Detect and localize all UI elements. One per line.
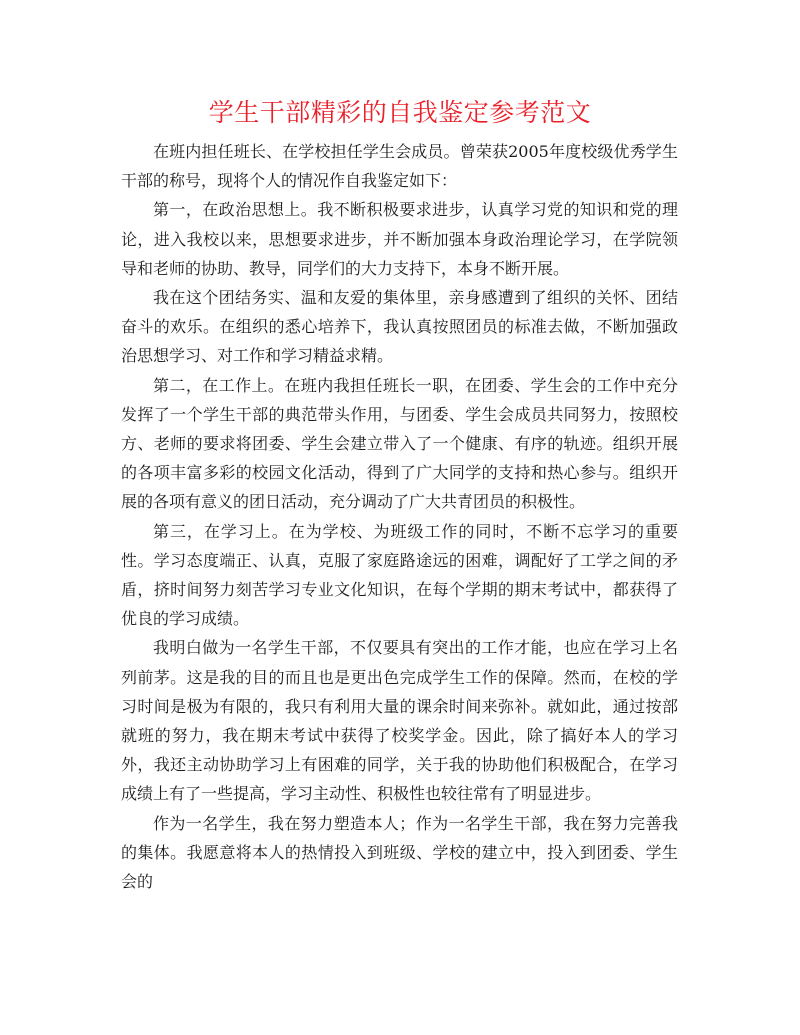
paragraph-political-thought: 第一，在政治思想上。我不断积极要求进步，认真学习党的知识和党的理论，进入我校以来，思想要求进步，并不断加强本身政治理论学习，在学院领导和老师的协助、教导，同学们的大力支持下，本身不断开展。 — [121, 200, 678, 278]
paragraph-closing: 作为一名学生，我在努力塑造本人；作为一名学生干部，我在努力完善我的集体。我愿意将本人的热情投入到班级、学校的建立中，投入到团委、学生会的 — [121, 813, 678, 892]
paragraph-study: 第三，在学习上。在为学校、为班级工作的同时，不断不忘学习的重要性。学习态度端正、认真，克服了家庭路途远的困难，调配好了工学之间的矛盾，挤时间努力刻苦学习专业文化知识，在每个学期的期末考试中，都获得了优良的学习成绩。 — [121, 521, 678, 629]
document-body — [121, 137, 678, 896]
paragraph-study-balance: 我明白做为一名学生干部，不仅要具有突出的工作才能，也应在学习上名列前茅。这是我的目的而且也是更出色完成学生工作的保障。然而，在校的学习时间是极为有限的，我只有利用大量的课余时间来弥补。就如此，通过按部就班的努力，我在期末考试中获得了校奖学金。因此，除了搞好本人的学习外，我还主动协助学习上有困难的同学，关于我的协助他们积极配合，在学习成绩上有了一些提高，学习主动性、积极性也较往常有了明显进步。 — [121, 638, 678, 804]
document-title: 学生干部精彩的自我鉴定参考范文 — [208, 98, 592, 127]
paragraph-work: 第二，在工作上。在班内我担任班长一职，在团委、学生会的工作中充分发挥了一个学生干部的典范带头作用，与团委、学生会成员共同努力，按照校方、老师的要求将团委、学生会建立带入了一个健康、有序的轨迹。组织开展的各项丰富多彩的校园文化活动，得到了广大同学的支持和热心参与。组织开展的各项有意义的团日活动，充分调动了广大共青团员的积极性。 — [121, 375, 678, 512]
paragraph-intro: 在班内担任班长、在学校担任学生会成员。曾荣获2005年度校级优秀学生干部的称号，现将个人的情况作自我鉴定如下： — [121, 142, 678, 191]
paragraph-collective: 我在这个团结务实、温和友爱的集体里，亲身感遭到了组织的关怀、团结奋斗的欢乐。在组织的悉心培养下，我认真按照团员的标准去做，不断加强政治思想学习、对工作和学习精益求精。 — [121, 288, 678, 366]
